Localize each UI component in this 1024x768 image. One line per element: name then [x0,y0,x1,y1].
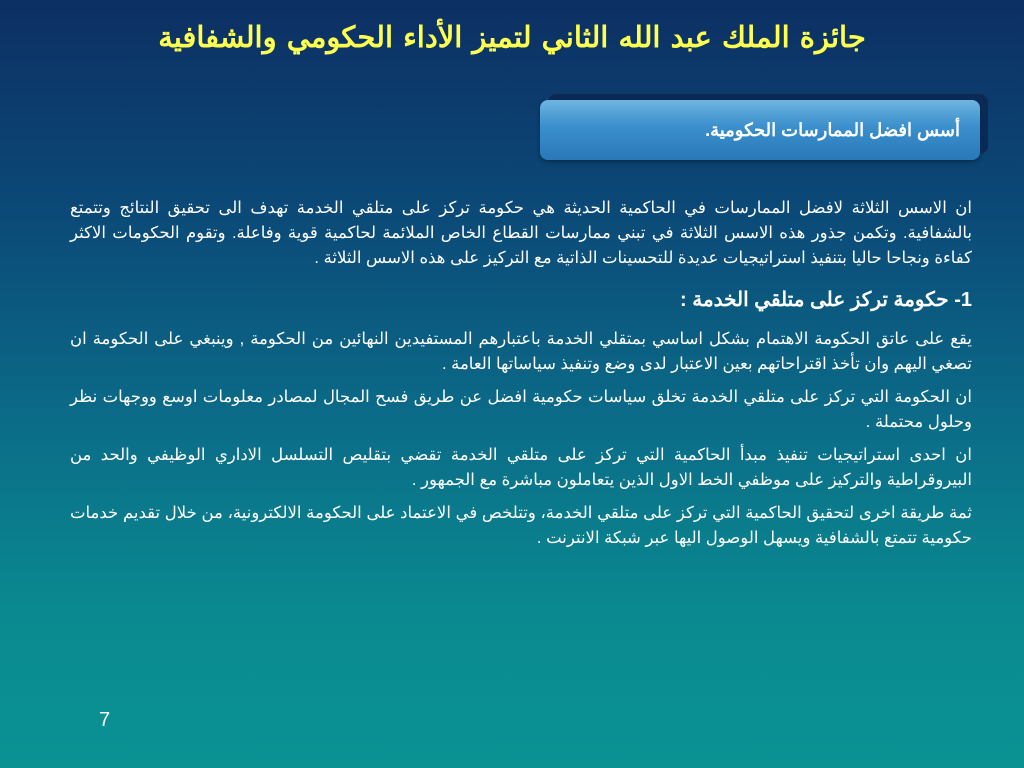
section-header-label: أسس افضل الممارسات الحكومية. [705,120,960,140]
body-paragraph: يقع على عاتق الحكومة الاهتمام بشكل اساسي بمتقلي الخدمة باعتبارهم المستفيدين النهائين من الحكومة , وينبغي على الحكومة ان تصغي اليهم وان تأخذ اقتراحاتهم بعين الاعتبار لدى وضع وتنفيذ سياساتها العامة . [70,330,972,373]
intro-paragraph: ان الاسس الثلاثة لافضل الممارسات في الحاكمية الحديثة هي حكومة تركز على متلقي الخدمة تهدف الى تحقيق النتائج وتتمتع بالشفافية. وتكمن جذور هذه الاسس الثلاثة في تبني ممارسات القطاع الخاص الملائمة لحاكمية قوية وفاعلة. وتقوم الحكومات الاكثر كفاءة ونجاحا حاليا بتنفيذ استراتيجيات عديدة للتحسينات الذاتية مع التركيز على هذه الاسس الثلاثة . [70,199,972,267]
slide-body [70,196,972,559]
slide-title: جائزة الملك عبد الله الثاني لتميز الأداء الحكومي والشفافية [158,20,866,54]
page-number: 7 [99,709,111,731]
body-paragraph: ان الحكومة التي تركز على متلقي الخدمة تخلق سياسات حكومية افضل عن طريق فسح المجال لمصادر معلومات اوسع ووجهات نظر وحلول محتملة . [70,388,972,431]
body-paragraph: ثمة طريقة اخرى لتحقيق الحاكمية التي تركز على متلقي الخدمة، وتتلخص في الاعتماد على الحكومة الالكترونية، من خلال تقديم خدمات حكومية تتمتع بالشفافية ويسهل الوصول اليها عبر شبكة الانترنت . [70,504,972,547]
section-subheading: 1- حكومة تركز على متلقي الخدمة : [680,289,972,311]
body-paragraph: ان احدى استراتيجيات تنفيذ مبدأ الحاكمية التي تركز على متلقي الخدمة تقضي بتقليص التسلسل الاداري الوظيفي والحد من البيروقراطية والتركيز على موظفي الخط الاول الذين يتعاملون مباشرة مع الجمهور . [70,446,972,489]
section-header-box [540,100,980,160]
